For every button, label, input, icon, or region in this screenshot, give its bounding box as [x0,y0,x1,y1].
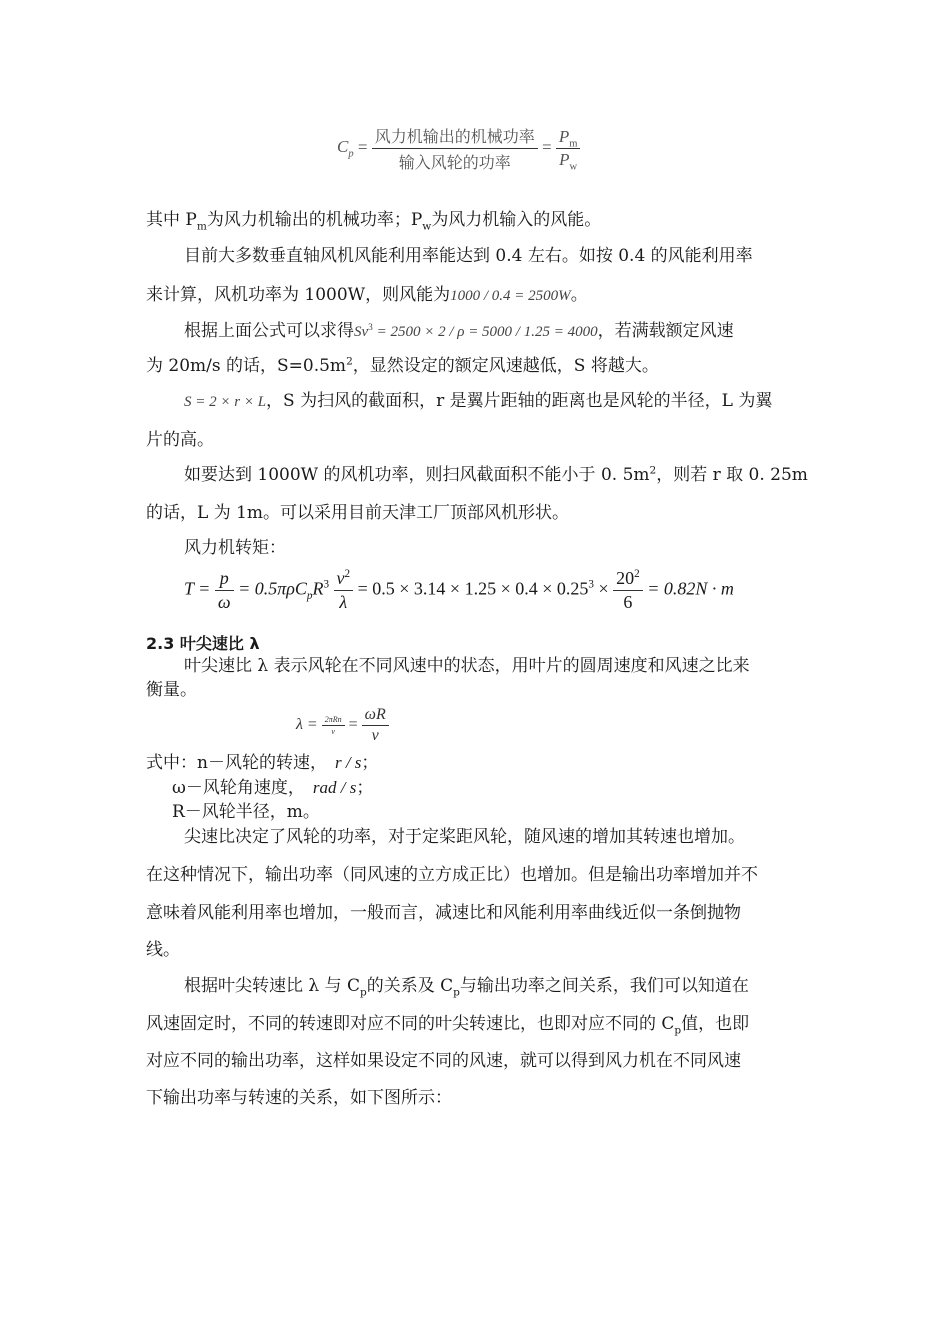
paragraph-swept-area-line1: 根据上面公式可以求得$Sv^3 = 2500 \times 2 / \rho = 5000 / 1.25 = 4000$，若满载额定风速 [184,321,734,341]
paragraph-relationship-line2: 风速固定时，不同的转速即对应不同的叶尖转速比，也即对应不同的 $C_p$值，也即 [146,1014,750,1037]
equals-sign: = [541,137,552,157]
paragraph-swept-area-line2: 为 20m/s 的话，$S=0.5m^2$，显然设定的额定风速越低，S 将越大。 [146,355,659,376]
omega-r-over-v: $\frac{\omega R}{v}$ [362,706,389,745]
section-intro-line1: 叶尖速比 λ 表示风轮在不同风速中的状态，用叶片的圆周速度和风速之比来 [184,656,750,676]
paragraph-relationship-line3: 对应不同的输出功率，这样如果设定不同的风速，就可以得到风力机在不同风速 [146,1051,741,1071]
v2-over-lambda: $\frac{v^2}{\lambda}$ [334,568,354,613]
fraction-denominator: 输入风轮的功率 [398,153,511,172]
formula-torque: T = $\frac{p}{\omega}$ = $0.5\pi\rho C_pR^3$ $\frac{v^2}{\lambda}$ = $0.5 \times 3.14 \times 1.25 \times 0.4 \times 0.25^3$ × $\frac{20^2}{6}$ = 0.82N · m [184,568,734,612]
paragraph-tip-speed-line3: 意味着风能利用率也增加，一般而言，减速比和风能利用率曲线近似一条倒抛物 [146,903,741,923]
paragraph-tip-speed-line4: 线。 [146,940,180,960]
twenty-squared-over-six: $\frac{20^2}{6}$ [613,568,643,613]
sv3-formula: $Sv^3 = 2500 \times 2 / \rho = 5000 / 1.25 = 4000$ [354,323,598,340]
fraction-numerator: 风力机输出的机械功率 [374,127,535,146]
formula-lambda: λ = $\frac{\text{2πRn}}{v}$ = $\frac{\omega R}{v}$ [296,706,389,745]
paragraph-area-formula-line1: S = 2 × r × L，S 为扫风的截面积，r 是翼片距轴的距离也是风轮的半径，L 为翼 [184,391,773,411]
paragraph-efficiency-line2: 来计算，风机功率为 1000W，则风能为1000 / 0.4 = 2500W。 [146,285,588,305]
paragraph-relationship-line4: 下输出功率与转速的关系，如下图所示： [146,1088,452,1108]
cp-text-fraction [372,124,538,173]
equals-sign: = [357,137,368,157]
area-formula: S = 2 × r × L [184,394,267,410]
paragraph-requirement-line2: 的话，L 为 1m。可以采用目前天津工厂顶部风机形状。 [146,503,570,523]
paragraph-tip-speed-line2: 在这种情况下，输出功率（同风速的立方成正比）也增加。但是输出功率增加并不 [146,865,758,885]
p-over-omega: $\frac{p}{\omega}$ [215,568,234,613]
paragraph-tip-speed-line1: 尖速比决定了风轮的功率，对于定桨距风轮，随风速的增加其转速也增加。 [184,827,745,847]
cp-symbol: $C_p$ [337,137,354,160]
definition-r: R－风轮半径，m。 [172,802,320,822]
definition-omega: ω－风轮角速度， rad / s； [172,778,374,798]
formula-cp [337,124,580,173]
torque-label: 风力机转矩： [184,538,286,558]
paragraph-p-definitions: 其中 $P_m$为风力机输出的机械功率；$P_w$为风力机输入的风能。 [146,210,602,233]
paragraph-requirement-line1: 如要达到 1000W 的风机功率，则扫风截面积不能小于 0. $5m^2$，则若 r 取 0. 25m [184,464,808,485]
paragraph-efficiency-line1: 目前大多数垂直轴风机风能利用率能达到 0.4 左右。如按 0.4 的风能利用率 [184,246,753,266]
pm-pw-fraction: $\frac{P_m}{P_w}$ [556,127,581,170]
lambda-small-fraction: $\frac{\text{2πRn}}{v}$ [322,715,345,736]
definition-n: 式中：n－风轮的转速， r / s； [146,753,379,773]
section-intro-line2: 衡量。 [146,680,197,700]
paragraph-relationship-line1: 根据叶尖转速比 λ 与 $C_p$的关系及 $C_p$与输出功率之间关系，我们可以知道在 [184,976,749,999]
section-heading: 2.3 叶尖速比 λ [146,634,260,653]
wind-energy-formula: 1000 / 0.4 = 2500W [450,288,571,304]
paragraph-area-formula-line2: 片的高。 [146,430,214,450]
